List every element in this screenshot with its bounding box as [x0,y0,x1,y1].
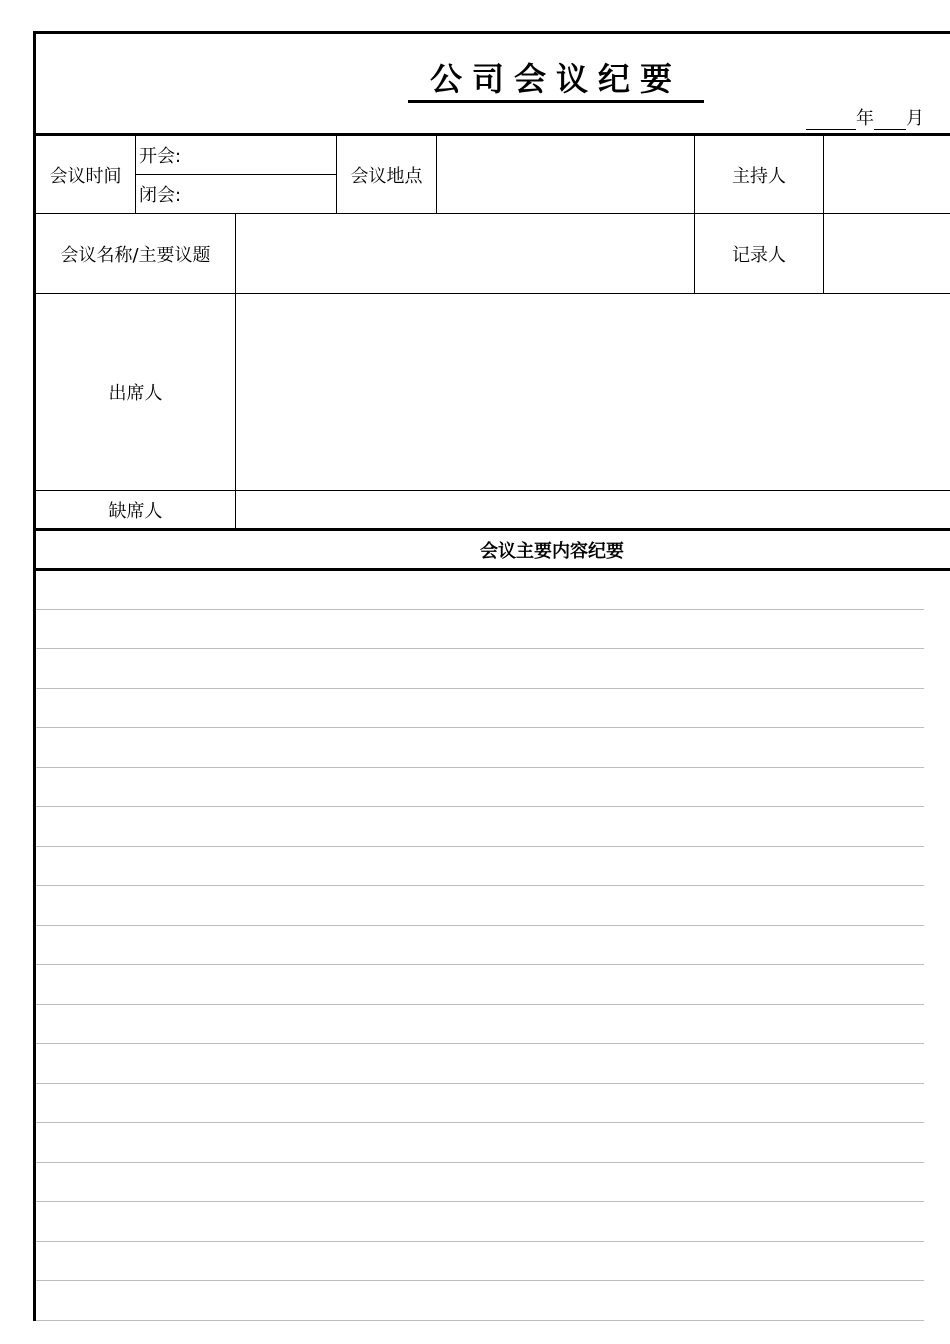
content-line [36,1122,924,1123]
topic-label: 会议名称/主要议题 [60,244,211,266]
host-value-field[interactable] [824,136,950,214]
content-line [36,1241,924,1242]
meeting-time-label: 会议时间 [49,166,122,187]
month-label: 月 [906,108,924,129]
topic-value-field[interactable] [236,214,694,293]
month-blank[interactable] [874,107,906,130]
location-label: 会议地点 [350,166,423,187]
content-line [36,1201,924,1202]
content-line [36,1043,924,1044]
absentees-label: 缺席人 [108,500,163,522]
content-line [36,1162,924,1163]
content-line [36,1004,924,1005]
content-line [36,885,924,886]
content-line [36,767,924,768]
attendees-label: 出席人 [108,383,163,404]
content-section-title: 会议主要内容纪要 [480,540,624,562]
year-label: 年 [856,108,874,129]
form-title: 公司会议纪要 [429,60,682,98]
content-line [36,1320,924,1321]
attendees-value-field[interactable] [236,294,950,490]
date-field[interactable] [806,104,924,130]
content-line [36,925,924,926]
content-line [36,727,924,728]
end-time-field[interactable]: 闭会: [139,185,182,206]
section-divider-bottom [36,568,950,571]
start-time-field[interactable]: 开会: [139,146,182,167]
absentees-value-field[interactable] [236,491,950,528]
content-line [36,806,924,807]
recorder-label: 记录人 [732,244,786,266]
content-line [36,964,924,965]
content-line [36,1083,924,1084]
content-line [36,609,924,610]
content-line [36,1280,924,1281]
title-underline [408,100,704,103]
content-line [36,846,924,847]
host-label: 主持人 [732,166,786,187]
year-blank[interactable] [806,107,856,130]
content-line [36,648,924,649]
location-value-field[interactable] [437,136,694,214]
content-line [36,688,924,689]
recorder-value-field[interactable] [824,214,950,293]
